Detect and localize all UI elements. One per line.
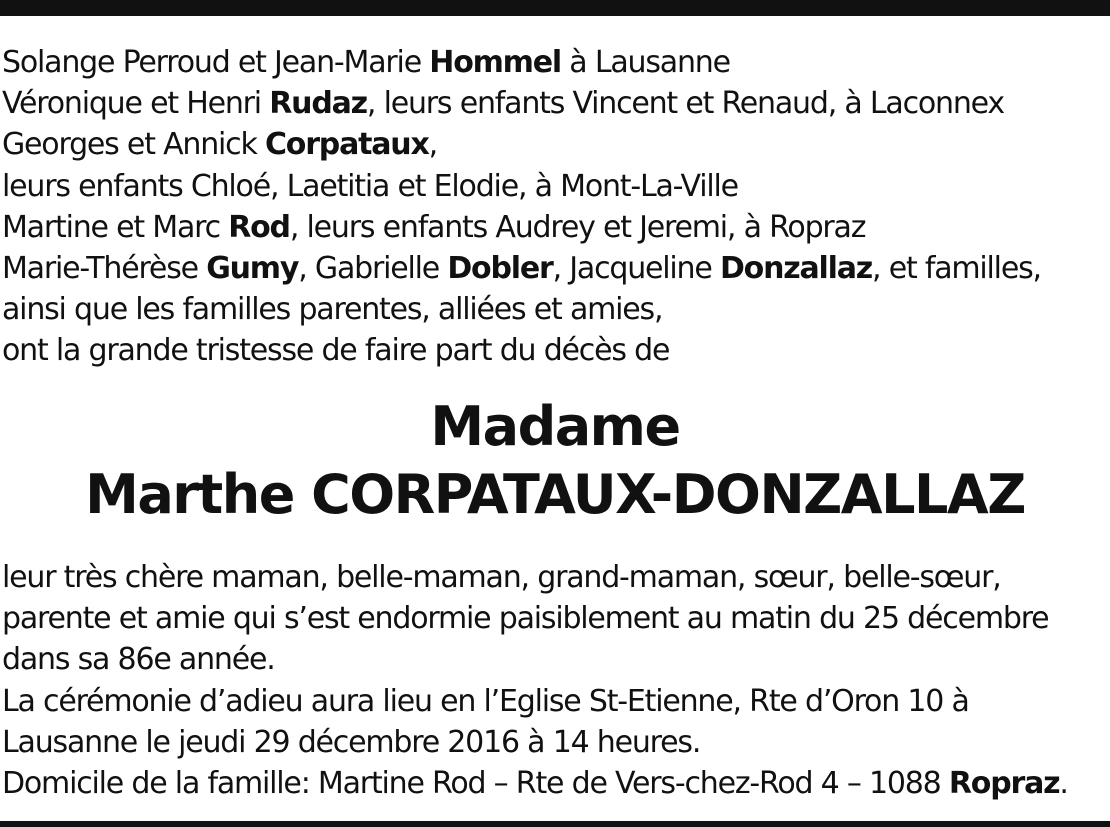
deceased-name: Marthe CORPATAUX-DONZALLAZ (85, 463, 1025, 526)
family-line-2: Véronique et Henri Rudaz, leurs enfants Vincent et Renaud, à Laconnex (2, 86, 1004, 122)
surname-hommel: Hommel (429, 45, 561, 80)
surname-rudaz: Rudaz (269, 86, 367, 122)
family-line-3: Georges et Annick Corpataux, (2, 127, 437, 163)
body-line-5: Lausanne le jeudi 29 décembre 2016 à 14 heures. (2, 724, 701, 760)
body-line-1: leur très chère maman, belle-maman, grand-maman, sœur, belle-sœur, (2, 560, 1001, 595)
top-rule (0, 0, 1110, 16)
announcement-body (2, 557, 1108, 804)
family-line-4: leurs enfants Chloé, Laetitia et Elodie, à Mont-La-Ville (2, 168, 738, 204)
body-line-6: Domicile de la famille: Martine Rod – Rte de Vers-chez-Rod 4 – 1088 Ropraz. (2, 765, 1068, 801)
surname-dobler: Dobler (447, 250, 553, 286)
family-list (2, 42, 1108, 372)
surname-corpataux: Corpataux (264, 127, 429, 163)
body-line-3: dans sa 86e année. (2, 642, 275, 678)
surname-donzallaz: Donzallaz (719, 250, 873, 286)
family-line-8: ont la grande tristesse de faire part du décès de (2, 333, 670, 369)
salutation: Madame (430, 395, 680, 458)
family-line-5: Martine et Marc Rod, leurs enfants Audrey et Jeremi, à Ropraz (2, 209, 866, 245)
body-line-2: parente et amie qui s’est endormie paisiblement au matin du 25 décembre (2, 601, 1049, 637)
surname-rod: Rod (228, 209, 290, 245)
place-ropraz: Ropraz (948, 765, 1060, 801)
surname-gumy: Gumy (206, 250, 299, 286)
family-line-7: ainsi que les familles parentes, alliées et amies, (2, 292, 663, 328)
family-line-1: Solange Perroud et Jean-Marie Hommel à Lausanne (2, 45, 730, 80)
deceased-title (0, 393, 1110, 529)
body-line-4: La cérémonie d’adieu aura lieu en l’Eglise St-Etienne, Rte d’Oron 10 à (2, 683, 969, 719)
family-line-6: Marie-Thérèse Gumy, Gabrielle Dobler, Jacqueline Donzallaz, et familles, (2, 250, 1041, 286)
bottom-rule (0, 821, 1110, 827)
